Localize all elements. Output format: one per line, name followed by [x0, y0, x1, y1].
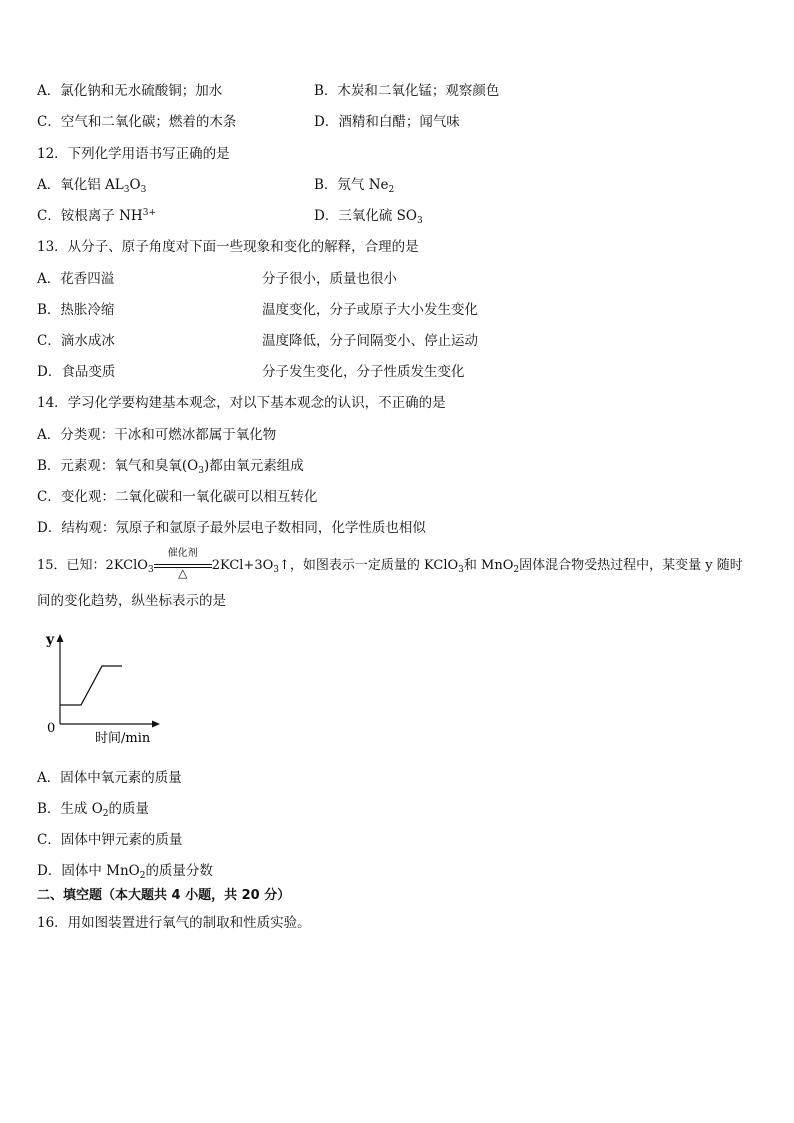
q13-option-d: D．食品变质: [37, 364, 116, 380]
section-2-heading: 二、填空题（本大题共 4 小题，共 20 分）: [37, 888, 291, 903]
q14-option-b: B．元素观：氧气和臭氧$(O_3)$都由氧元素组成: [37, 458, 304, 476]
q15-option-d: D．固体中 MnO$_2$的质量分数: [37, 863, 213, 881]
q15-stem-line2: 间的变化趋势，纵坐标表示的是: [37, 593, 226, 609]
q14-option-a: A．分类观：干冰和可燃冰都属于氧化物: [37, 427, 277, 443]
q11-option-b: B．木炭和二氧化锰；观察颜色: [314, 83, 500, 99]
q13-option-a: A．花香四溢: [37, 271, 115, 287]
q16-stem: 16．用如图装置进行氧气的制取和性质实验。: [37, 915, 311, 931]
q13-option-c: C．滴水成冰: [37, 333, 115, 349]
reaction-arrow: [154, 548, 212, 580]
x-axis-label: 时间/min: [95, 731, 151, 746]
q15-option-c: C．固体中钾元素的质量: [37, 832, 183, 848]
q15-option-a: A．固体中氧元素的质量: [37, 770, 182, 786]
q13-stem: 13．从分子、原子角度对下面一些现象和变化的解释，合理的是: [37, 239, 419, 255]
q11-option-a: A．氯化钠和无水硫酸铜；加水: [37, 83, 223, 99]
q13-explanation-a: 分子很小，质量也很小: [262, 271, 397, 287]
y-axis-label: y: [46, 632, 55, 648]
q15-stem-line1: 15．已知：2KClO$_3$ 催化剂 △ $2KCl+3O_3↑$，如图表示一定质量的 KClO$_3$和 MnO$_2$固体混合物受热过程中，某变量 y 随时: [37, 556, 743, 576]
q13-option-b: B．热胀冷缩: [37, 302, 115, 318]
q15-graph: [40, 628, 170, 748]
trend-line: [60, 666, 122, 705]
q12-option-c: C．铵根离子 $NH^{3+}$: [37, 208, 156, 224]
q14-option-d: D．结构观：氖原子和氩原子最外层电子数相同，化学性质也相似: [37, 520, 426, 536]
catalyst-label: 催化剂: [167, 548, 198, 559]
origin-label: 0: [47, 721, 56, 736]
q12-option-d: D．三氧化硫 $SO_3$: [314, 208, 423, 226]
q13-explanation-d: 分子发生变化，分子性质发生变化: [262, 364, 465, 380]
q15-option-b: B．生成 $O_2$的质量: [37, 801, 150, 819]
q14-option-c: C．变化观：二氧化碳和一氧化碳可以相互转化: [37, 489, 318, 505]
heat-symbol: △: [178, 566, 188, 580]
q13-explanation-b: 温度变化，分子或原子大小发生变化: [262, 302, 478, 318]
y-axis-arrow-icon: [57, 634, 64, 642]
x-axis-arrow-icon: [152, 721, 160, 728]
q12-option-a: A．氧化铝 $AL_3O_3$: [37, 177, 147, 195]
q11-option-d: D．酒精和白醋；闻气味: [314, 114, 460, 130]
q13-explanation-c: 温度降低，分子间隔变小、停止运动: [262, 333, 478, 349]
q12-option-b: B．氖气 $Ne_2$: [314, 177, 395, 195]
q11-option-c: C．空气和二氧化碳；燃着的木条: [37, 114, 237, 130]
q14-stem: 14．学习化学要构建基本观念，对以下基本观念的认识，不正确的是: [37, 395, 446, 411]
q12-stem: 12．下列化学用语书写正确的是: [37, 146, 230, 162]
